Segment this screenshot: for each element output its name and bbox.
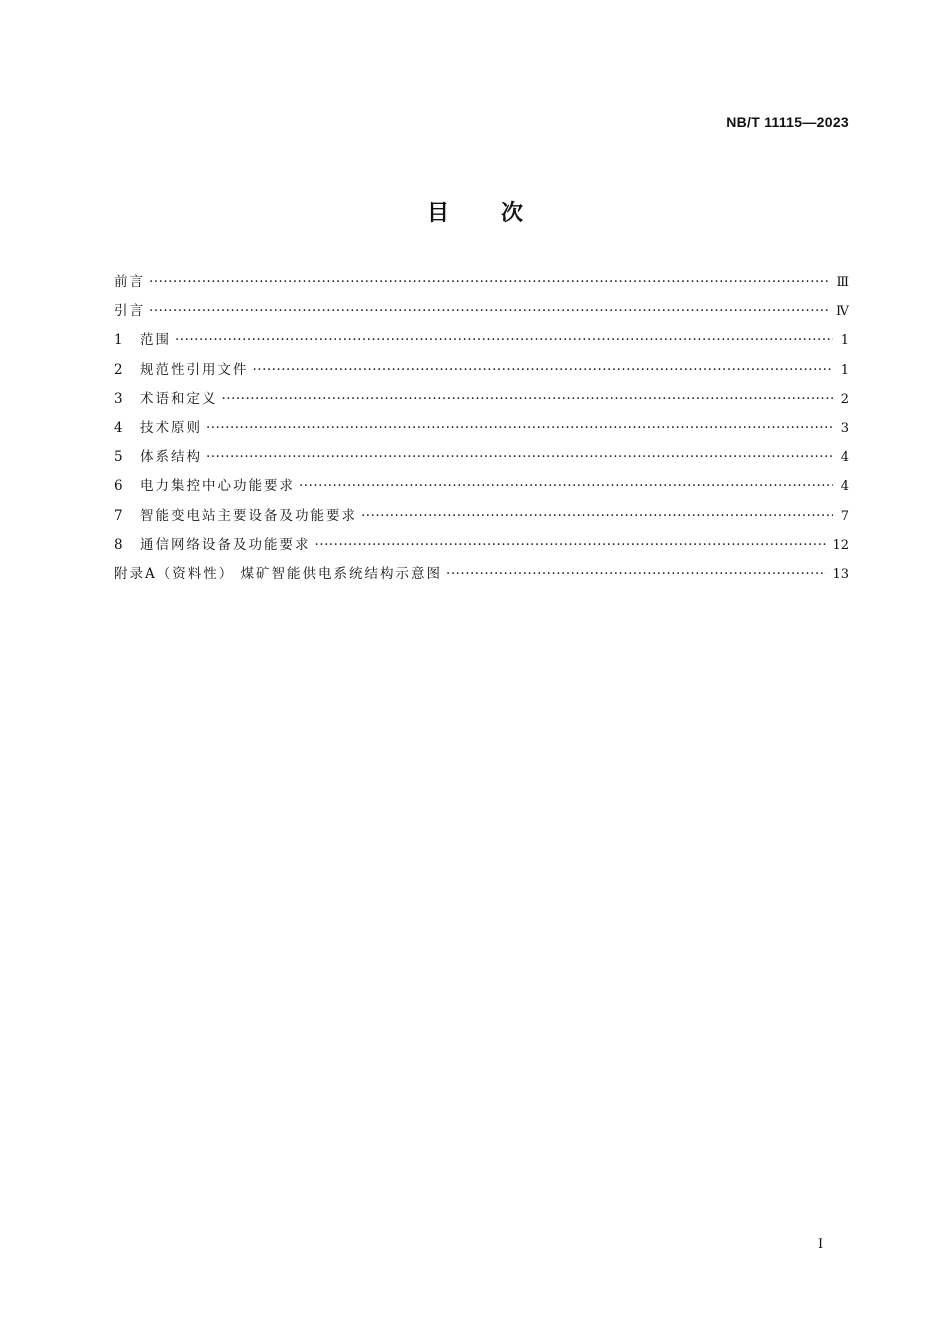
page-number: I xyxy=(818,1237,824,1252)
leader-dots xyxy=(149,274,830,290)
toc-entry-preface[interactable] xyxy=(114,270,849,299)
leader-dots xyxy=(315,537,827,553)
toc-entry-number: 5 xyxy=(114,449,123,466)
toc-entry-number: 3 xyxy=(114,390,123,407)
toc-title-char: 次 xyxy=(501,201,524,226)
toc-entry-label: 技术原则 xyxy=(140,419,202,436)
toc-entry-label: 引言 xyxy=(114,303,145,320)
toc-entry-label: 范围 xyxy=(140,332,171,349)
toc-entry-page: 4 xyxy=(840,479,849,495)
toc-entry-label: 前言 xyxy=(114,274,145,290)
leader-dots xyxy=(361,508,833,524)
toc-entry-number: 6 xyxy=(114,478,123,495)
leader-dots xyxy=(206,420,833,436)
toc-list xyxy=(114,270,849,591)
toc-entry-label: 术语和定义 xyxy=(140,390,218,407)
toc-entry-7[interactable] xyxy=(114,504,849,533)
toc-entry-page: Ⅳ xyxy=(836,304,849,320)
toc-entry-page: 12 xyxy=(832,537,849,553)
toc-entry-2[interactable] xyxy=(114,358,849,387)
toc-entry-page: 13 xyxy=(832,566,849,582)
toc-entry-page: 2 xyxy=(840,391,849,407)
toc-entry-label: 智能变电站主要设备及功能要求 xyxy=(140,507,357,524)
toc-entry-number: 7 xyxy=(114,507,123,524)
leader-dots xyxy=(299,478,833,494)
toc-entry-label: 附录A（资料性） 煤矿智能供电系统结构示意图 xyxy=(114,565,443,582)
leader-dots xyxy=(446,566,826,582)
toc-entry-8[interactable] xyxy=(114,533,849,562)
toc-entry-number: 2 xyxy=(114,361,123,378)
toc-entry-appendix-a[interactable] xyxy=(114,562,849,591)
leader-dots xyxy=(206,449,833,465)
toc-entry-page: Ⅲ xyxy=(836,275,849,290)
leader-dots xyxy=(175,332,833,348)
toc-entry-number: 8 xyxy=(114,536,123,553)
toc-entry-label: 体系结构 xyxy=(140,449,202,466)
toc-entry-6[interactable] xyxy=(114,474,849,503)
toc-entry-number: 1 xyxy=(114,332,123,349)
toc-entry-page: 4 xyxy=(840,450,849,466)
toc-entry-label: 通信网络设备及功能要求 xyxy=(140,536,311,553)
toc-entry-number: 4 xyxy=(114,419,123,436)
leader-dots xyxy=(149,303,830,319)
toc-entry-5[interactable] xyxy=(114,445,849,474)
toc-title-char: 目 xyxy=(426,201,449,226)
leader-dots xyxy=(222,391,834,407)
toc-entry-label: 规范性引用文件 xyxy=(140,361,249,378)
toc-entry-page: 3 xyxy=(840,420,849,436)
toc-entry-4[interactable] xyxy=(114,416,849,445)
toc-title xyxy=(0,196,950,227)
toc-entry-1[interactable] xyxy=(114,328,849,357)
toc-entry-label: 电力集控中心功能要求 xyxy=(140,478,295,495)
toc-entry-page: 7 xyxy=(840,508,849,524)
standard-code: NB/T 11115—2023 xyxy=(726,114,849,130)
toc-entry-page: 1 xyxy=(840,362,849,378)
leader-dots xyxy=(253,362,834,378)
toc-entry-3[interactable] xyxy=(114,387,849,416)
toc-entry-introduction[interactable] xyxy=(114,299,849,328)
toc-entry-page: 1 xyxy=(840,333,849,349)
